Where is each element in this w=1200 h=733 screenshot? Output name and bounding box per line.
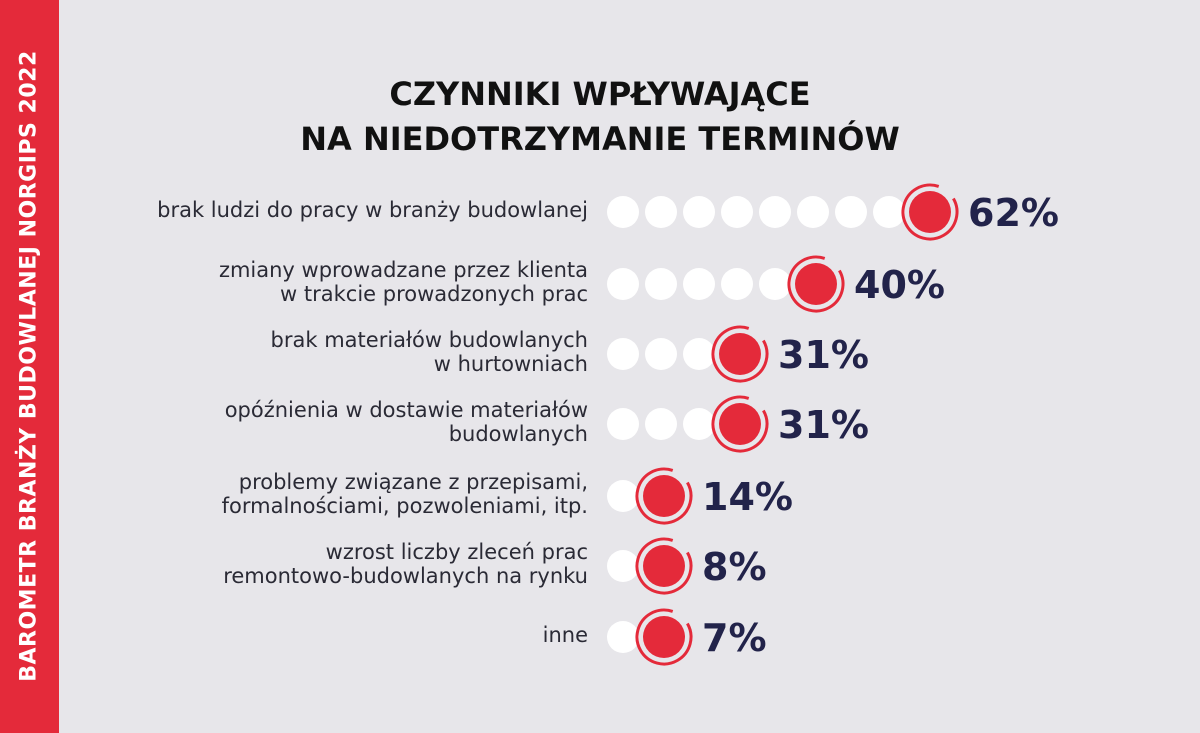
sidebar-title: BAROMETR BRANŻY BUDOWLANEJ NORGIPS 2022 <box>16 50 42 682</box>
category-label-line: zmiany wprowadzane przez klienta <box>218 258 588 282</box>
white-dot <box>759 196 791 228</box>
white-dot <box>873 196 905 228</box>
category-label-line: remontowo-budowlanych na rynku <box>223 564 588 588</box>
value-marker <box>643 475 685 517</box>
value-marker <box>795 263 837 305</box>
white-dot <box>683 338 715 370</box>
white-dot <box>645 338 677 370</box>
white-dot <box>607 621 639 653</box>
white-dot <box>721 268 753 300</box>
white-dot <box>607 268 639 300</box>
value-label: 40% <box>854 263 945 307</box>
white-dot <box>645 196 677 228</box>
category-label-line: brak ludzi do pracy w branży budowlanej <box>157 198 588 222</box>
white-dot <box>683 196 715 228</box>
white-dot <box>721 196 753 228</box>
white-dot <box>607 338 639 370</box>
white-dot <box>607 196 639 228</box>
value-marker <box>909 191 951 233</box>
white-dot <box>645 268 677 300</box>
value-label: 7% <box>702 616 767 660</box>
category-label-line: inne <box>542 623 588 647</box>
chart-title-line-2: NA NIEDOTRZYMANIE TERMINÓW <box>300 120 900 158</box>
category-label-line: brak materiałów budowlanych <box>270 328 588 352</box>
white-dot <box>607 550 639 582</box>
white-dot <box>645 408 677 440</box>
value-label: 31% <box>778 333 869 377</box>
white-dot <box>835 196 867 228</box>
value-label: 8% <box>702 545 767 589</box>
white-dot <box>607 408 639 440</box>
value-marker <box>719 403 761 445</box>
category-label-line: budowlanych <box>448 422 588 446</box>
chart-title-line-1: CZYNNIKI WPŁYWAJĄCE <box>389 75 811 113</box>
white-dot <box>683 408 715 440</box>
value-marker <box>643 545 685 587</box>
category-label-line: w hurtowniach <box>433 352 588 376</box>
category-label-line: w trakcie prowadzonych prac <box>280 282 588 306</box>
category-label-line: opóźnienia w dostawie materiałów <box>224 398 588 422</box>
value-label: 62% <box>968 191 1059 235</box>
white-dot <box>759 268 791 300</box>
category-label-line: wzrost liczby zleceń prac <box>325 540 588 564</box>
value-marker <box>643 616 685 658</box>
white-dot <box>607 480 639 512</box>
value-label: 14% <box>702 475 793 519</box>
category-label-line: formalnościami, pozwoleniami, itp. <box>221 494 588 518</box>
white-dot <box>683 268 715 300</box>
value-marker <box>719 333 761 375</box>
white-dot <box>797 196 829 228</box>
category-label-line: problemy związane z przepisami, <box>238 470 588 494</box>
value-label: 31% <box>778 403 869 447</box>
